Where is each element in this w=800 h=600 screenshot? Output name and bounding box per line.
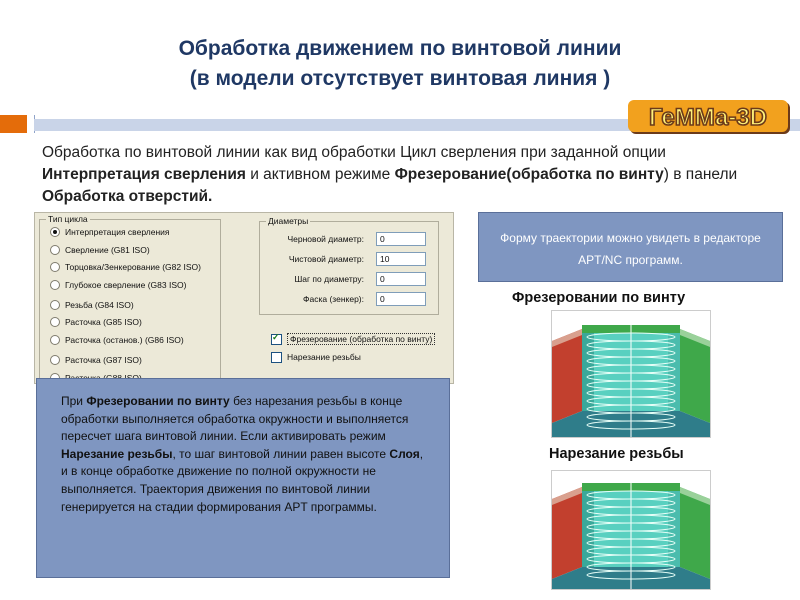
cycle-option[interactable] <box>50 226 170 238</box>
trajectory-callout <box>478 212 783 282</box>
diameters-group-title: Диаметры <box>268 216 309 226</box>
rough-diameter-input[interactable]: 0 <box>376 232 426 246</box>
diameter-step-row <box>260 272 430 288</box>
svg-text:ГеММа-3D: ГеММа-3D <box>648 104 768 131</box>
title-line-2: (в модели отсутствует винтовая линия ) <box>189 67 611 90</box>
cycle-option-label: Торцовка/Зенкерование (G82 ISO) <box>65 262 201 272</box>
threading-option[interactable] <box>271 351 361 363</box>
radio-button[interactable] <box>50 280 60 290</box>
radio-button[interactable] <box>50 355 60 365</box>
radio-button[interactable] <box>50 262 60 272</box>
threading-caption: Нарезание резьбы <box>549 446 684 462</box>
cycle-option-label: Сверление (G81 ISO) <box>65 245 150 255</box>
cycle-option[interactable] <box>50 279 186 291</box>
chamfer-input[interactable]: 0 <box>376 292 426 306</box>
field-label: Чистовой диаметр: <box>288 254 364 264</box>
field-label: Черновой диаметр: <box>287 234 364 244</box>
rough-diameter-row <box>260 232 430 248</box>
radio-button[interactable] <box>50 335 60 345</box>
helical-milling-render <box>551 310 711 438</box>
cycle-option[interactable] <box>50 261 201 273</box>
helical-milling-checkbox[interactable] <box>271 334 282 345</box>
threading-render <box>551 470 711 590</box>
cycle-option-label: Глубокое сверление (G83 ISO) <box>65 280 187 290</box>
trajectory-callout-text: Форму траектории можно увидеть в редакторе APT/NC программ. <box>500 231 761 267</box>
cycle-option-label: Расточка (G87 ISO) <box>65 355 142 365</box>
milling-caption: Фрезеровании по винту <box>512 290 686 306</box>
intro-paragraph: Обработка по винтовой линии как вид обработки Цикл сверления при заданной опции Интерпретация сверления и активном режиме Фрезерование(обработка по винту) в панели Обработка отверстий. <box>42 144 738 205</box>
field-label: Фаска (зенкер): <box>303 294 364 304</box>
diameter-step-input[interactable]: 0 <box>376 272 426 286</box>
gemma-3d-logo <box>628 98 794 138</box>
chamfer-row <box>260 292 430 308</box>
finish-diameter-input[interactable]: 10 <box>376 252 426 266</box>
hole-processing-dialog <box>34 212 454 384</box>
cycle-type-group <box>39 214 221 384</box>
cycle-option[interactable] <box>50 354 142 366</box>
radio-button[interactable] <box>50 245 60 255</box>
field-label: Шаг по диаметру: <box>294 274 364 284</box>
cycle-option-label: Резьба (G84 ISO) <box>65 300 134 310</box>
threading-label: Нарезание резьбы <box>287 352 361 362</box>
radio-button[interactable] <box>50 317 60 327</box>
explanation-callout: При Фрезеровании по винту без нарезания резьбы в конце обработки выполняется обработка окружности и выполняется пересчет шага винтовой линии. Если активировать режим Нарезание резьбы, то шаг винтовой линии равен высоте Слоя, и в конце обработке движение по полной окружности не выполняется. Траектория движения по винтовой линии генерируется на стадии формирования APT программы. <box>36 378 450 578</box>
cycle-type-group-title: Тип цикла <box>48 214 88 224</box>
cycle-option-label: Расточка (останов.) (G86 ISO) <box>65 335 184 345</box>
finish-diameter-row <box>260 252 430 268</box>
cycle-option-label: Интерпретация сверления <box>65 227 170 237</box>
cycle-option[interactable] <box>50 299 134 311</box>
radio-button[interactable] <box>50 300 60 310</box>
title-line-1: Обработка движением по винтовой линии <box>178 37 622 60</box>
slide-title <box>0 34 800 94</box>
radio-button-selected[interactable] <box>50 227 60 237</box>
helical-milling-label: Фрезерование (обработка по винту) <box>287 333 435 345</box>
cycle-option[interactable] <box>50 334 184 346</box>
cycle-option-label: Расточка (G85 ISO) <box>65 317 142 327</box>
cycle-option[interactable] <box>50 244 150 256</box>
helical-milling-option[interactable] <box>271 333 435 345</box>
threading-checkbox[interactable] <box>271 352 282 363</box>
title-rule-accent <box>0 115 27 133</box>
cycle-option[interactable] <box>50 316 142 328</box>
diameters-group <box>259 216 439 315</box>
